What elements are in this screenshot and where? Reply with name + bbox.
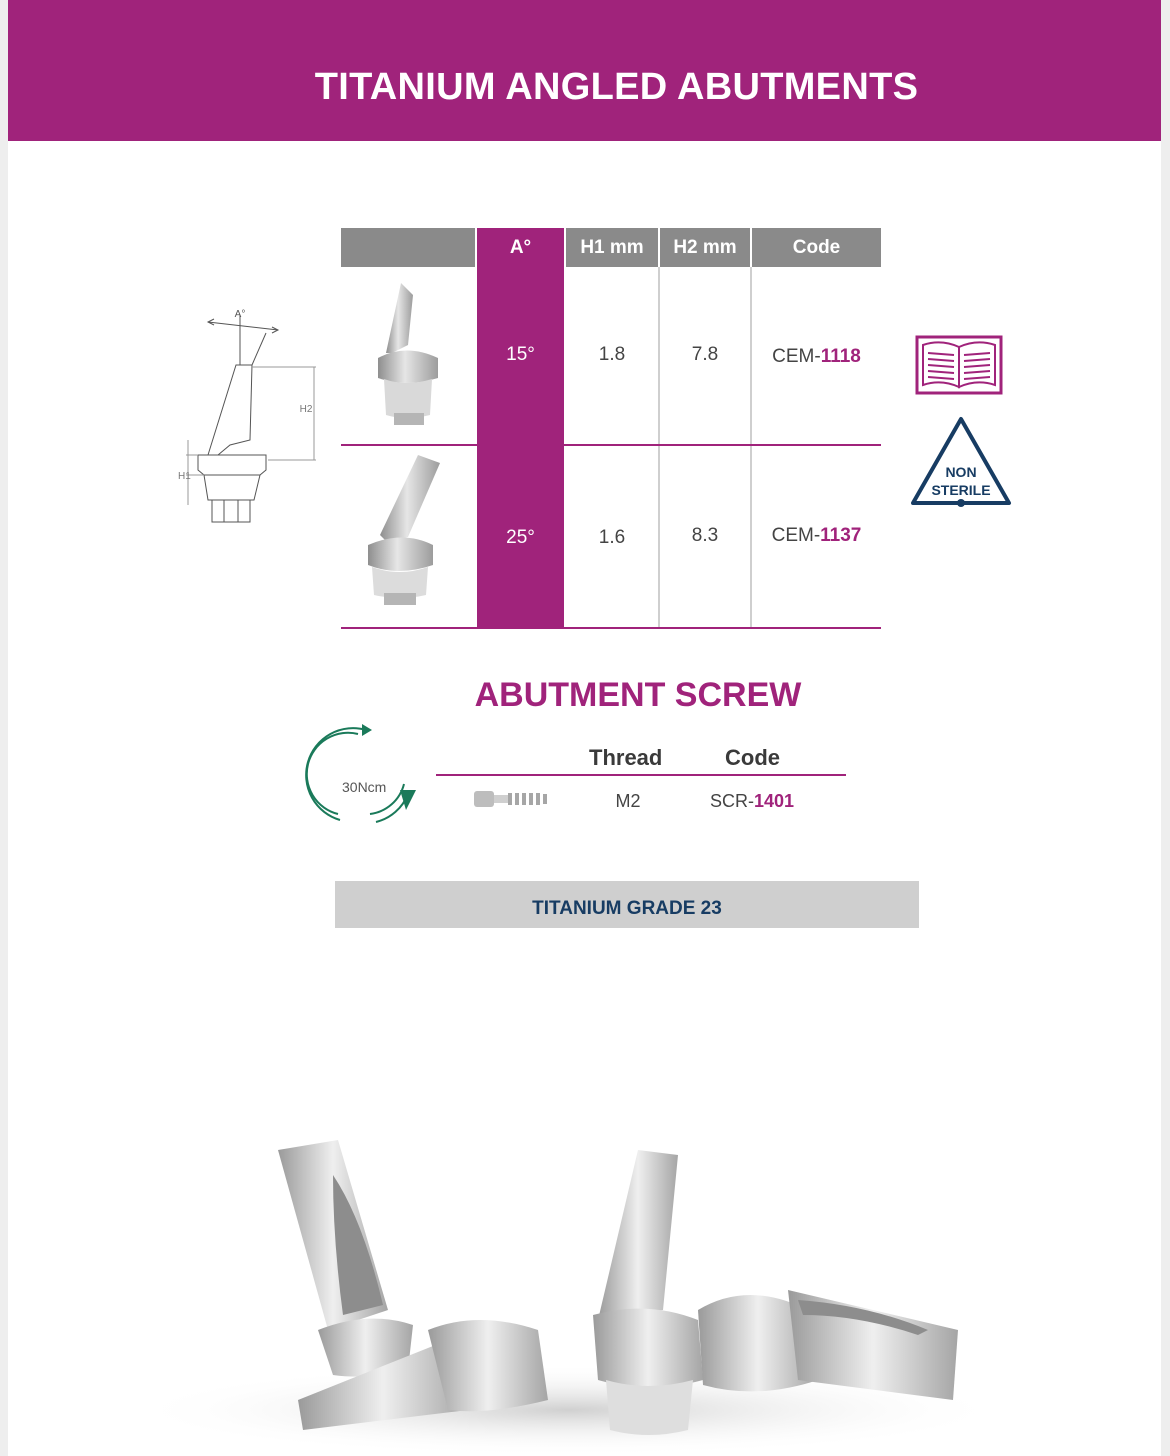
- title-banner: [8, 0, 1161, 141]
- angle-column: [477, 267, 564, 629]
- column-divider: [658, 267, 660, 629]
- row1-h1: 1.8: [598, 344, 626, 365]
- abutment-25-image: [358, 455, 448, 610]
- abutments-product-photo: [128, 1130, 1028, 1456]
- torque-label: 30Ncm: [342, 779, 387, 795]
- row1-angle: 15°: [506, 344, 535, 365]
- screw-header-divider: [436, 774, 846, 776]
- column-divider: [750, 267, 752, 629]
- torque-arrow-icon: [306, 722, 426, 832]
- non-sterile-warning-icon: [909, 415, 1013, 507]
- header-image-column: [341, 228, 475, 267]
- row-divider: [341, 627, 881, 629]
- row2-code: [752, 525, 881, 547]
- header-angle: A°: [477, 228, 564, 267]
- screw-code: [692, 791, 812, 812]
- instructions-book-icon: [915, 335, 1005, 397]
- abutment-15-image: [368, 283, 448, 433]
- row2-angle: 25°: [506, 527, 535, 548]
- header-code: Code: [752, 228, 881, 267]
- screw-thread-value: M2: [615, 791, 641, 811]
- row2-h1: 1.6: [598, 527, 626, 548]
- screw-section-title: ABUTMENT SCREW: [474, 676, 802, 714]
- header-h1: H1 mm: [566, 228, 658, 267]
- h1-dimension-label: H1: [178, 471, 191, 482]
- angle-dimension-label: A°: [234, 309, 246, 320]
- screw-code-header: Code: [725, 745, 780, 770]
- row-divider: [341, 444, 881, 446]
- h2-dimension-label: H2: [299, 404, 313, 415]
- non-sterile-line2: STERILE: [931, 482, 991, 498]
- row1-code: [752, 346, 881, 368]
- row2-h2: 8.3: [691, 525, 719, 546]
- screw-code-prefix: SCR-: [709, 791, 754, 811]
- catalog-page: [8, 0, 1161, 1456]
- material-label: TITANIUM GRADE 23: [532, 898, 722, 919]
- material-bar: [335, 881, 919, 928]
- screw-code-number: 1401: [753, 791, 795, 811]
- non-sterile-line1: NON: [945, 464, 977, 480]
- header-h2: H2 mm: [660, 228, 750, 267]
- abutment-diagram: [168, 305, 313, 535]
- page-title: TITANIUM ANGLED ABUTMENTS: [314, 66, 919, 108]
- row2-code-prefix: CEM-: [771, 525, 821, 546]
- screw-thread-header: Thread: [589, 745, 663, 770]
- screw-image: [474, 789, 554, 809]
- row2-code-number: 1137: [820, 525, 862, 546]
- row1-code-prefix: CEM-: [772, 346, 821, 367]
- row1-code-number: 1118: [820, 346, 861, 367]
- row1-h2: 7.8: [691, 344, 719, 365]
